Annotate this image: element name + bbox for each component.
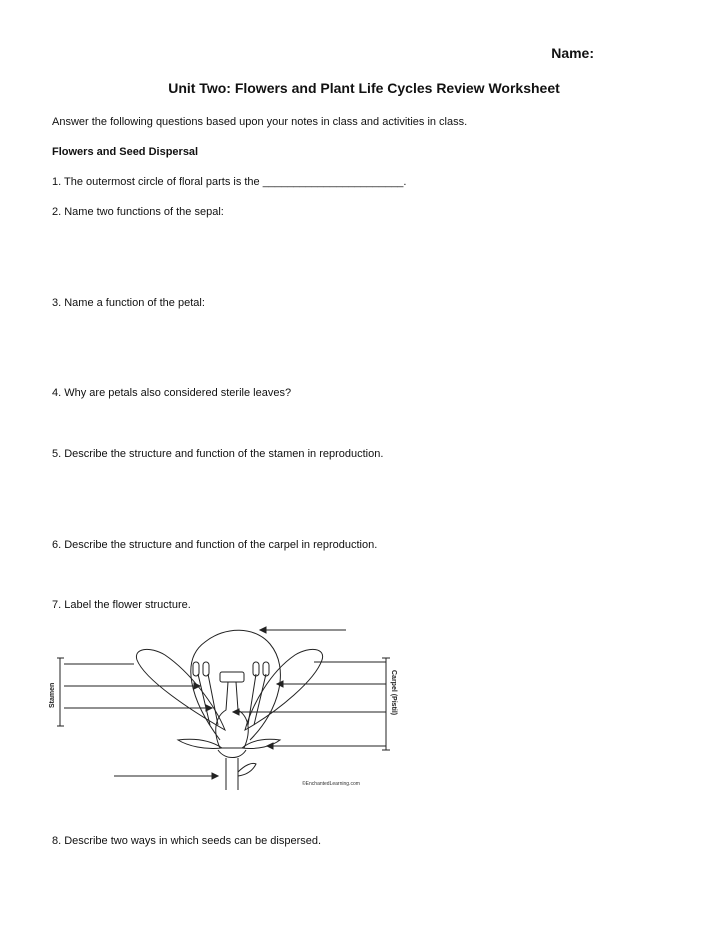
carpel-label: Carpel (Pistil) [390,670,397,716]
anther-right-1 [253,662,259,676]
stamen-label: Stamen [49,682,56,708]
receptacle [218,750,246,758]
instructions: Answer the following questions based upon your notes in class and activities in class. [52,116,468,128]
left-petal [136,649,225,730]
question-1: 1. The outermost circle of floral parts is the _______________________. [52,176,407,188]
name-label: Name: [551,45,594,61]
question-7: 7. Label the flower structure. [52,599,191,611]
flower-outline [191,630,281,740]
stamen-right-2 [254,674,266,725]
question-2: 2. Name two functions of the sepal: [52,206,224,218]
flower-diagram [40,620,420,792]
stamen-right-1 [248,674,256,725]
stigma [220,672,244,682]
question-3: 3. Name a function of the petal: [52,297,205,309]
section-title: Flowers and Seed Dispersal [52,146,199,158]
question-6: 6. Describe the structure and function of the carpel in reproduction. [52,539,378,551]
anther-right-2 [263,662,269,676]
sepal-right [242,739,280,748]
question-8: 8. Describe two ways in which seeds can be dispersed. [52,835,322,847]
right-petal [245,649,323,730]
diagram-credit: ©EnchantedLearning.com [302,781,360,787]
anther-left-1 [193,662,199,676]
question-5: 5. Describe the structure and function of the stamen in reproduction. [52,448,384,460]
stem-leaf [238,763,256,776]
ovary [216,682,249,748]
stamen-left-2 [208,674,218,725]
question-4: 4. Why are petals also considered sterile leaves? [52,387,292,399]
sepal-left [178,739,222,748]
stem [226,758,238,790]
worksheet-title: Unit Two: Flowers and Plant Life Cycles Review Worksheet [168,80,560,96]
anther-left-2 [203,662,209,676]
